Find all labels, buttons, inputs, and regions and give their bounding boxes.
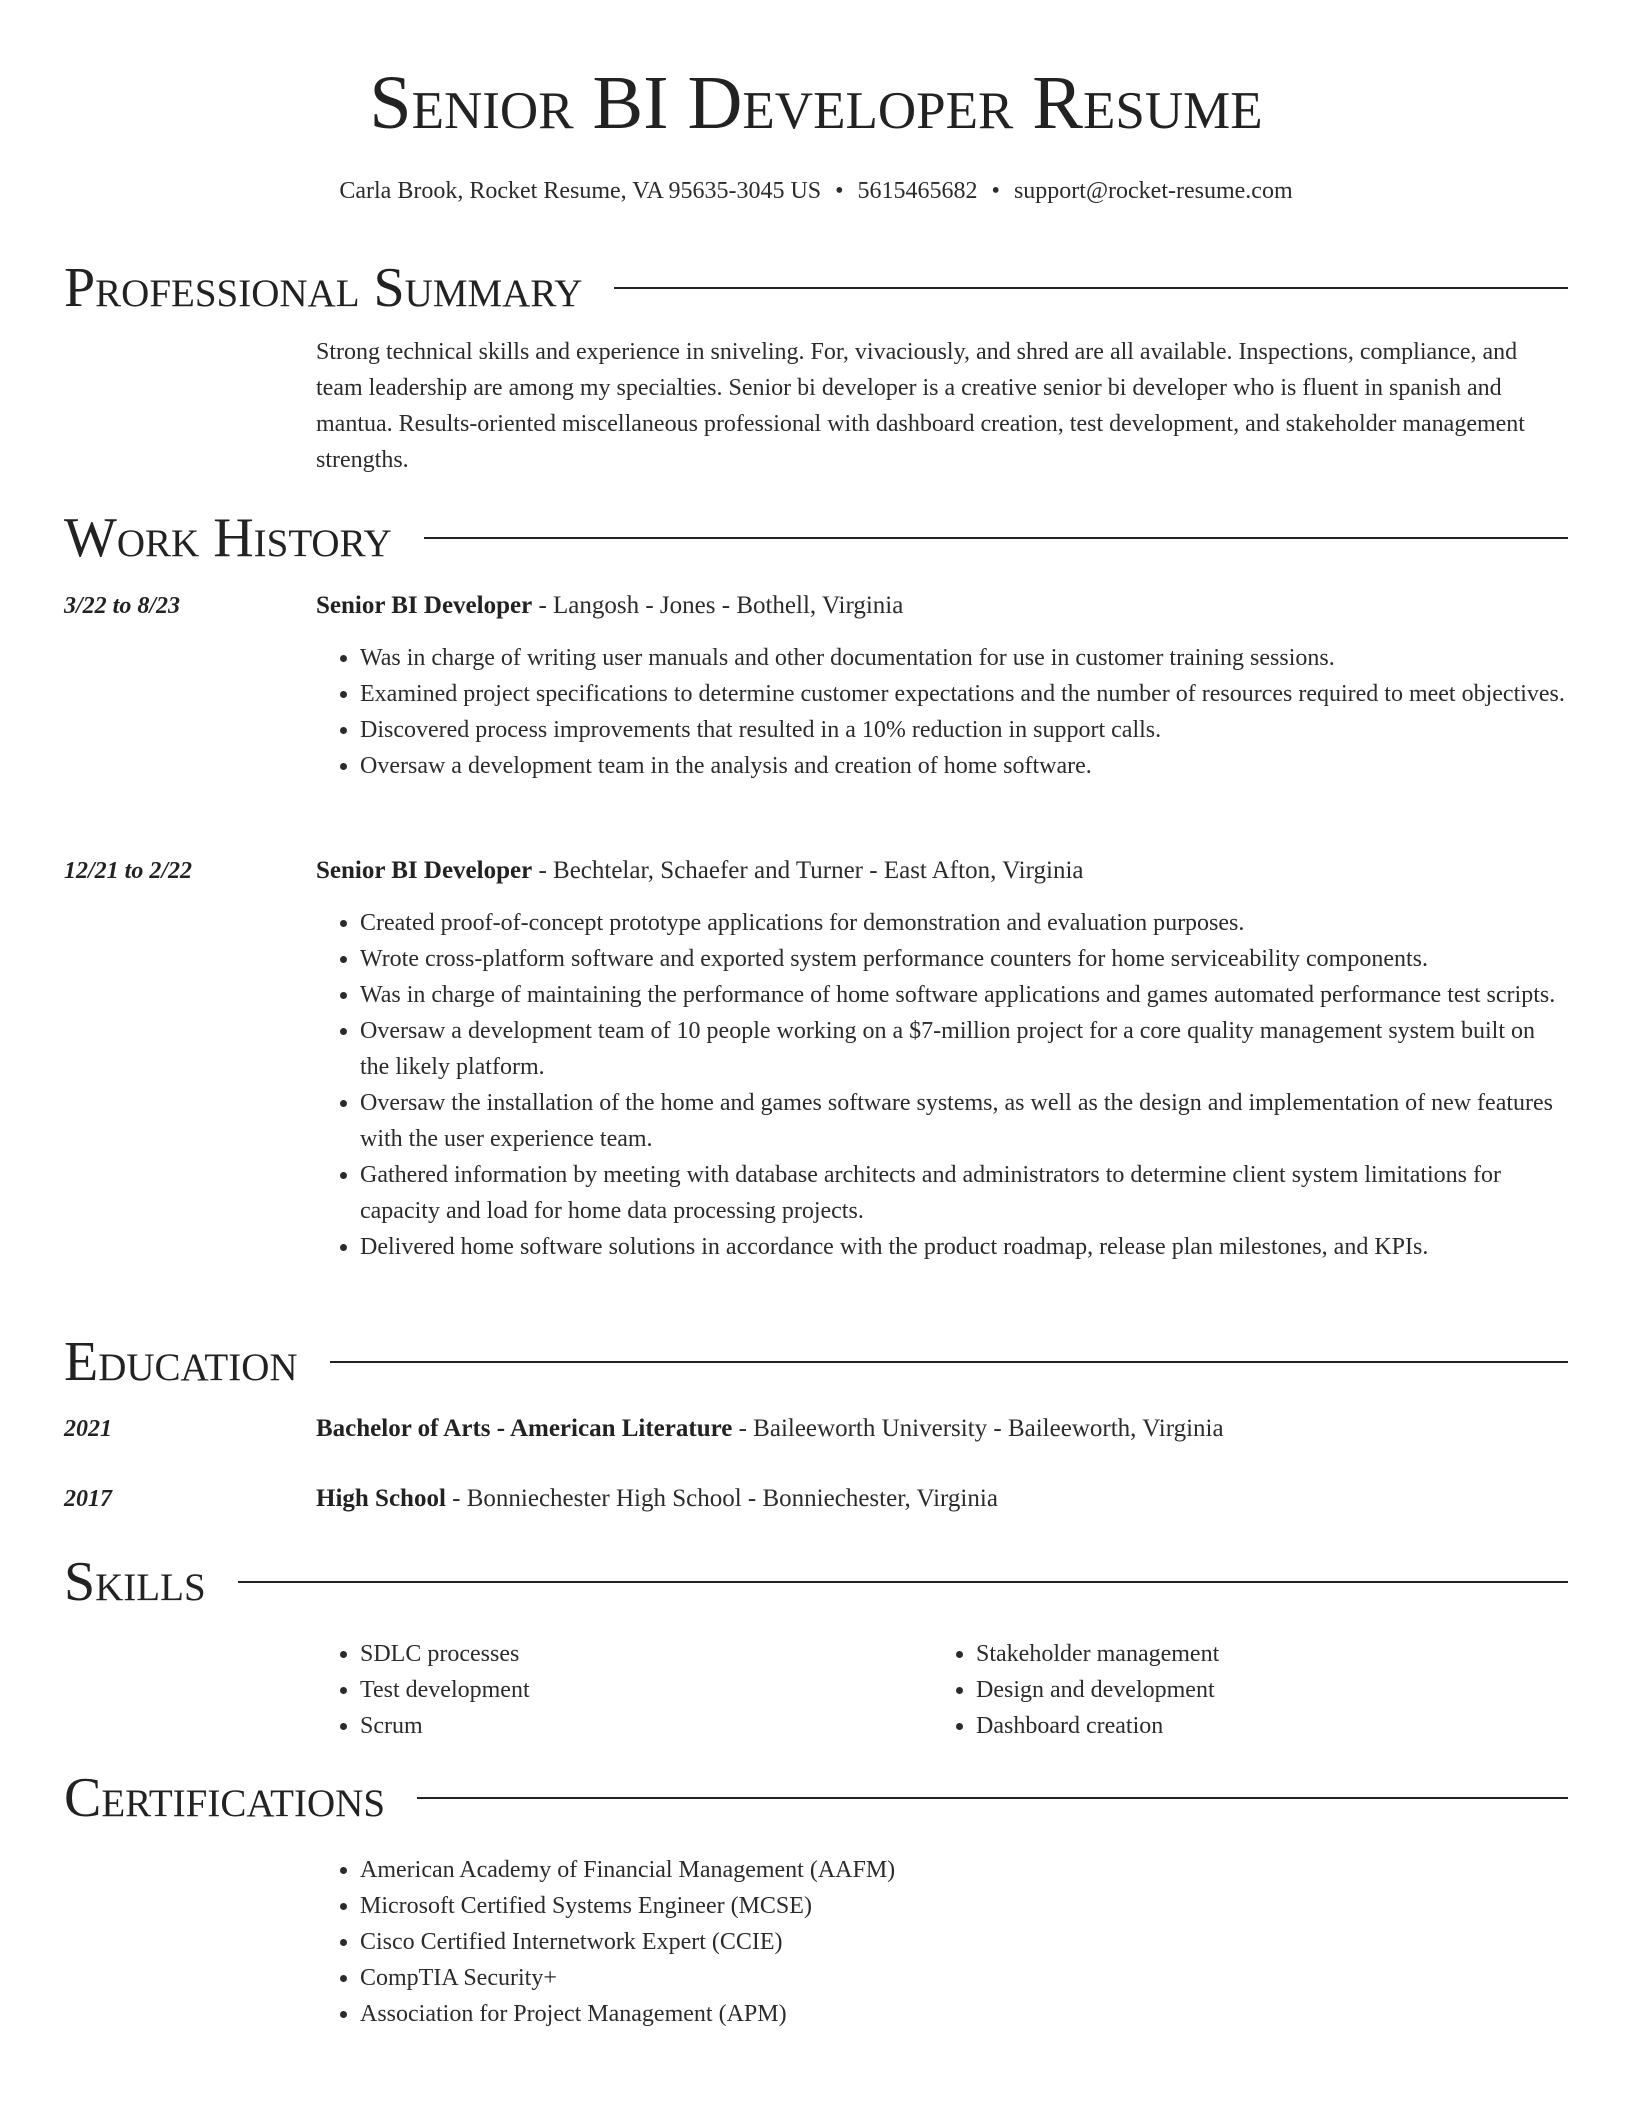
skill-item: • Dashboard creation bbox=[976, 1708, 1492, 1744]
certifications-heading: Certifications bbox=[64, 1767, 386, 1829]
job-details: - Bechtelar, Schaefer and Turner - East Afton, Virginia bbox=[532, 857, 1084, 884]
summary-heading-row bbox=[64, 258, 1568, 318]
certification-item: • Association for Project Management (APM) bbox=[360, 1996, 1568, 2032]
skill-item: • Scrum bbox=[360, 1708, 876, 1744]
certification-item: • American Academy of Financial Management (AAFM) bbox=[360, 1852, 1568, 1888]
list-item: • Oversaw the installation of the home and games software systems, as well as the design and implementation of new features with the user experience team. bbox=[360, 1085, 1568, 1157]
section-divider bbox=[417, 1797, 1568, 1799]
job-header bbox=[316, 854, 1568, 888]
skill-item: • SDLC processes bbox=[360, 1636, 876, 1672]
education-year: 2021 bbox=[64, 1416, 112, 1442]
skills-list-left bbox=[316, 1636, 876, 1744]
skills-heading-row bbox=[64, 1552, 1568, 1612]
skills-heading: Skills bbox=[64, 1551, 206, 1613]
list-item: • Created proof-of-concept prototype applications for demonstration and evaluation purposes. bbox=[360, 905, 1568, 941]
certification-item: • Microsoft Certified Systems Engineer (MCSE) bbox=[360, 1888, 1568, 1924]
certification-item: • Cisco Certified Internetwork Expert (CCIE) bbox=[360, 1924, 1568, 1960]
job-dates: 3/22 to 8/23 bbox=[64, 593, 181, 619]
list-item: • Was in charge of writing user manuals and other documentation for use in customer training sessions. bbox=[360, 640, 1568, 676]
list-item: • Gathered information by meeting with database architects and administrators to determine client system limitations for capacity and load for home data processing projects. bbox=[360, 1157, 1568, 1229]
education-year: 2017 bbox=[64, 1486, 112, 1512]
summary-section bbox=[316, 334, 1568, 478]
skill-item: • Stakeholder management bbox=[976, 1636, 1492, 1672]
certification-item: • CompTIA Security+ bbox=[360, 1960, 1568, 1996]
skill-item: • Design and development bbox=[976, 1672, 1492, 1708]
education-heading: Education bbox=[64, 1331, 298, 1393]
section-divider bbox=[614, 287, 1568, 289]
certifications-heading-row bbox=[64, 1768, 1568, 1828]
contact-line bbox=[0, 174, 1632, 208]
contact-phone: 5615465682 bbox=[857, 178, 978, 204]
skills-list-right bbox=[932, 1636, 1492, 1744]
contact-address: Carla Brook, Rocket Resume, VA 95635-3045 US bbox=[339, 178, 822, 204]
list-item: • Examined project specifications to determine customer expectations and the number of resources required to meet objectives. bbox=[360, 676, 1568, 712]
contact-separator: • bbox=[835, 178, 844, 204]
education-entry bbox=[316, 1412, 1568, 1446]
summary-text: Strong technical skills and experience in sniveling. For, vivaciously, and shred are all available. Inspections, compliance, and team leadership are among my specialties. Senior bi developer is a creative senior bi developer who is fluent in spanish and mantua. Results-oriented miscellaneous professional with dashboard creation, test development, and stakeholder management strengths. bbox=[316, 339, 1525, 473]
list-item: • Discovered process improvements that resulted in a 10% reduction in support calls. bbox=[360, 712, 1568, 748]
education-details: - Baileeworth University - Baileeworth, Virginia bbox=[732, 1415, 1224, 1442]
work-heading: Work History bbox=[64, 507, 392, 569]
job-details: - Langosh - Jones - Bothell, Virginia bbox=[532, 592, 904, 619]
job-dates: 12/21 to 2/22 bbox=[64, 858, 193, 884]
job-header bbox=[316, 589, 1568, 623]
list-item: • Delivered home software solutions in accordance with the product roadmap, release plan milestones, and KPIs. bbox=[360, 1229, 1568, 1265]
education-details: - Bonniechester High School - Bonniechester, Virginia bbox=[445, 1485, 998, 1512]
list-item: • Oversaw a development team of 10 people working on a $7-million project for a core quality management system built on the likely platform. bbox=[360, 1013, 1568, 1085]
list-item: • Wrote cross-platform software and exported system performance counters for home serviceability components. bbox=[360, 941, 1568, 977]
list-item: • Oversaw a development team in the analysis and creation of home software. bbox=[360, 748, 1568, 784]
section-divider bbox=[238, 1581, 1568, 1583]
contact-email: support@rocket-resume.com bbox=[1013, 178, 1293, 204]
job-bullets bbox=[316, 905, 1568, 1265]
education-entry bbox=[316, 1482, 1568, 1516]
section-divider bbox=[330, 1361, 1568, 1363]
job-title: Senior BI Developer bbox=[316, 592, 533, 619]
list-item: • Was in charge of maintaining the performance of home software applications and games automated performance test scripts. bbox=[360, 977, 1568, 1013]
summary-heading: Professional Summary bbox=[64, 257, 583, 319]
education-degree: Bachelor of Arts - American Literature bbox=[316, 1415, 733, 1442]
education-heading-row bbox=[64, 1332, 1568, 1392]
section-divider bbox=[424, 537, 1568, 539]
skill-item: • Test development bbox=[360, 1672, 876, 1708]
certifications-list bbox=[316, 1852, 1568, 2032]
contact-separator: • bbox=[991, 178, 1000, 204]
work-heading-row bbox=[64, 508, 1568, 568]
education-degree: High School bbox=[316, 1485, 446, 1512]
job-title: Senior BI Developer bbox=[316, 857, 533, 884]
resume-title: Senior BI Developer Resume bbox=[369, 61, 1263, 145]
job-bullets bbox=[316, 640, 1568, 784]
